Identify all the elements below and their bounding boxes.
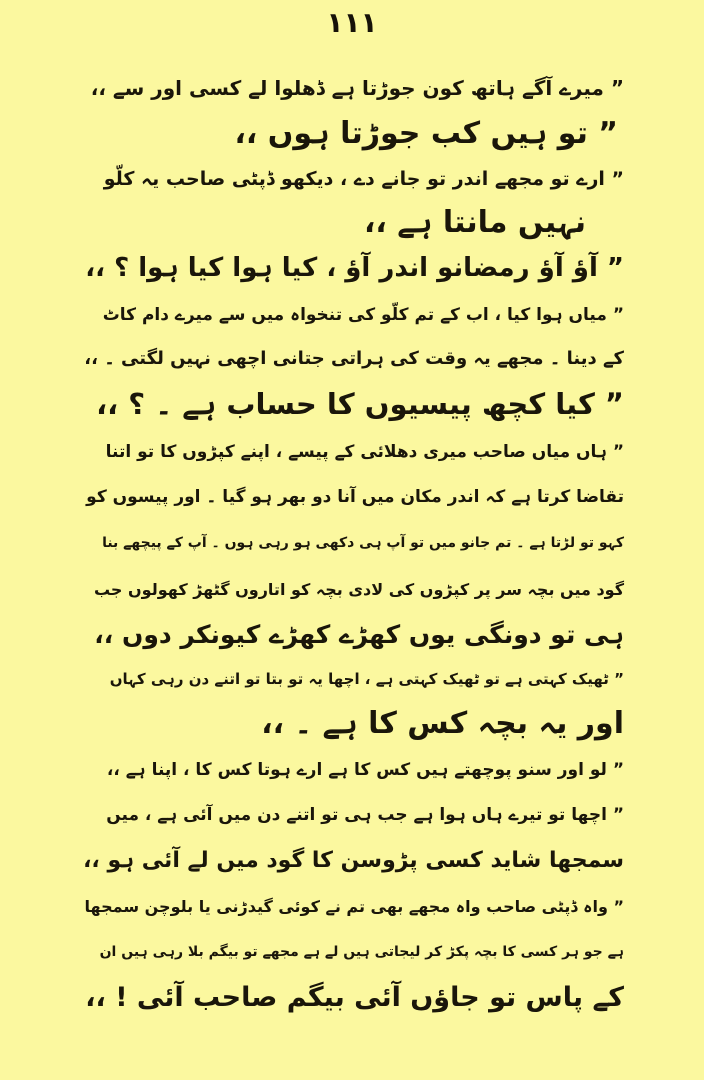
text-line-4: نہیں مانتا ہے ،، (364, 205, 586, 240)
text-line-2: ” تو ہیں کب جوڑتا ہوں ،، (234, 116, 618, 151)
text-line-18: سمجھا شاید کسی پڑوسن کا گود میں لے آئی ہو ،، (83, 848, 624, 873)
text-line-21: کے پاس تو جاؤں آئی بیگم صاحب آئی ! ،، (85, 982, 624, 1013)
text-line-16: ” لو اور سنو پوچھتے ہیں کس کا ہے ارے ہوتا کس کا ، اپنا ہے ،، (106, 760, 624, 780)
page-number: ۱۱۱ (326, 6, 378, 39)
text-line-17: ” اچھا تو تیرے ہاں ہوا ہے جب ہی تو اتنے دن میں آئی ہے ، میں (106, 805, 624, 825)
text-line-11: کہو تو لڑتا ہے ۔ تم جانو میں تو آپ ہی دکھی ہو رہی ہوں ۔ آپ کے پیچھے بنا (102, 535, 624, 551)
text-line-3: ” ارے تو مجھے اندر تو جانے دے ، دیکھو ڈپٹی صاحب یہ کلّو (103, 168, 624, 190)
text-line-15: اور یہ بچہ کس کا ہے ۔ ،، (261, 706, 624, 741)
text-line-14: ” ٹھیک کہتی ہے تو ٹھیک کہتی ہے ، اچھا یہ تو بتا تو اتنے دن رہی کہاں (109, 670, 624, 688)
text-line-12: گود میں بچہ سر پر کپڑوں کی لادی بچہ کو اتاروں گٹھڑ کھولوں جب (93, 580, 624, 599)
text-line-9: ” ہاں میاں صاحب میری دھلائی کے پیسے ، اپنے کپڑوں کا تو اتنا (105, 442, 624, 462)
text-line-8: ” کیا کچھ پیسیوں کا حساب ہے ۔ ؟ ،، (96, 387, 624, 421)
text-line-10: تقاضا کرتا ہے کہ اندر مکان میں آنا دو بھر ہو گیا ۔ اور پیسوں کو (86, 487, 624, 507)
text-line-13: ہی تو دونگی یوں کھڑے کھڑے کیونکر دوں ،، (94, 620, 624, 649)
text-line-5: ” آؤ آؤ رمضانو اندر آؤ ، کیا ہوا کیا ہوا ؟ ،، (85, 253, 624, 283)
text-line-19: ” واہ ڈپٹی صاحب واہ مجھے بھی تم نے کوئی گیدڑنی یا بلوچن سمجھا (84, 897, 624, 916)
text-line-1: ” میرے آگے ہاتھ کون جوڑتا ہے ڈھلوا لے کسی اور سے ،، (90, 76, 624, 100)
text-line-6: ” میاں ہوا کیا ، اب کے تم کلّو کی تنخواہ میں سے میرے دام کاٹ (102, 305, 624, 325)
text-line-20: ہے جو ہر کسی کا بچہ پکڑ کر لیجاتی ہیں لے ہے مجھے تو بیگم بلا رہی ہیں ان (99, 944, 624, 960)
text-line-7: کے دینا ۔ مجھے یہ وقت کی ہراتی جتانی اچھی نہیں لگتی ۔ ،، (84, 348, 624, 369)
